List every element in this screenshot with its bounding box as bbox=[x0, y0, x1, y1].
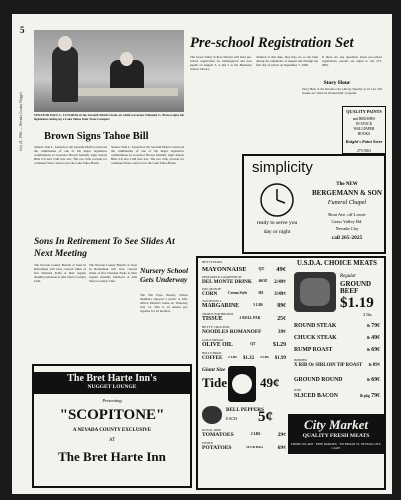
ad-city-market bbox=[196, 256, 386, 490]
ad-scopitone: "SCOPITONE" bbox=[59, 407, 165, 423]
ad-the-new: The NEW bbox=[336, 182, 358, 187]
article-brown-col2: Senator Paul L. Lunardi of the Seventh District observed the culmination of one of his major legislative contributions as Governor Brown formally signs Senate Bills 6-8 and 1148 into law. The two bills provide for continued State control over the Lake Tahoe Basin. bbox=[111, 146, 184, 165]
grocery-delmonte-sub: DEL MONTE bbox=[202, 288, 222, 291]
article-nursery: The Taft Pope Nursery School members enjoyed a picnic at Mrs. Alfred Mellon's home on Thursday, July 14. This is an annual get-together for all mothers. bbox=[140, 294, 188, 313]
ad-at: AT bbox=[108, 438, 116, 443]
ad-simplicity: simplicity bbox=[252, 159, 313, 176]
grocery-usda: U.S.D.A. CHOICE MEATS bbox=[297, 260, 377, 267]
photo-head-seated bbox=[120, 52, 133, 66]
article-preschool-col1: The Grass Valley School District will hold pre-school registration for kindergarten and new pupils on August 3, 4 and 5 at the Hennessy School Library. bbox=[190, 56, 252, 71]
city-market-banner bbox=[288, 414, 384, 454]
tide-bullseye-icon bbox=[232, 374, 252, 394]
grocery-gb-qty: 3 lbs bbox=[363, 312, 372, 317]
ad-address1: Boat Ave. off Lower bbox=[328, 212, 366, 217]
page-number: 5 bbox=[20, 25, 25, 35]
grocery-pineapple: PINEAPPLE-GRAPEFRUIT bbox=[202, 276, 242, 279]
photo-figure-standing bbox=[52, 46, 78, 102]
grocery-potatoes: POTATOES 10 LB BAG 69¢ bbox=[202, 445, 286, 451]
grocery-margarine: MARGARINE 5 LBS 89¢ bbox=[202, 303, 286, 309]
city-market-tag: QUALITY FRESH MEATS bbox=[302, 433, 370, 439]
grocery-delmonte: DEL MONTE DRINK 46OZ 2/49¢ bbox=[202, 279, 286, 285]
grocery-noodles: NOODLES ROMANOFF 39¢ bbox=[202, 329, 286, 335]
headline-brown-signs: Brown Signs Tahoe Bill bbox=[44, 131, 149, 142]
grocery-tide-price: 49¢ bbox=[260, 375, 280, 390]
ad-paint-line3: WALLPAPER bbox=[353, 127, 375, 131]
ad-bret-harte-title: The Bret Harte Inn's bbox=[67, 373, 157, 384]
ad-presenting: Presenting bbox=[102, 398, 122, 403]
ad-paint-line1: and BRUSHES bbox=[352, 117, 376, 121]
ad-bergemann-funeral bbox=[242, 154, 386, 254]
ad-ready-serve: ready to serve you bbox=[256, 220, 298, 226]
ad-venue: The Bret Harte Inn bbox=[58, 449, 166, 464]
article-sons-col1: The Nevada County Branch of Sons In Retirement will view colored slides of five National Parks at their regular monthly luncheon at Alta Sierra Country Club. bbox=[34, 264, 86, 283]
grocery-corn: CORN Cream Style 303 3/49¢ bbox=[202, 291, 286, 297]
headline-sons-retirement: Sons In Retirement To See Slides At Next Meeting bbox=[34, 237, 175, 259]
grocery-tastewell: TASTEWELL bbox=[202, 300, 222, 303]
ad-paint-line2: IN STOCK bbox=[355, 122, 373, 126]
grocery-olive: OLIVE OIL QT $1.29 bbox=[202, 342, 286, 348]
ad-bret-harte bbox=[32, 364, 192, 488]
ground-beef-photo bbox=[294, 272, 336, 312]
grocery-tissue: TISSUE 2 ROLL PAK 25¢ bbox=[202, 316, 286, 322]
article-preschool-col3: If there are any questions about pre-school registration, parents are urged to call 273-6801. bbox=[322, 56, 382, 67]
grocery-krey: Krey bbox=[294, 389, 302, 392]
ad-bret-harte-subtitle: NUGGET LOUNGE bbox=[87, 384, 137, 390]
grocery-tomatoes: TOMATOES 2 LBS 29¢ bbox=[202, 432, 286, 438]
ad-paint-store: Knight's Paint Store bbox=[345, 139, 383, 144]
bell-pepper-icon bbox=[202, 406, 222, 424]
ad-bret-harte-banner bbox=[34, 372, 190, 394]
ground-beef-pile bbox=[300, 278, 330, 306]
grocery-white: WHITE bbox=[202, 442, 213, 445]
grocery-giant-size: Giant Size bbox=[202, 367, 226, 373]
photo-governor-signing bbox=[34, 30, 184, 112]
ad-address2: Grass Valley Rd. bbox=[331, 219, 363, 224]
story-hour-body: Story Hour at the Nevada City Library Tuesday at 10 a.m. will feature an "Alice in Wonderland" program. bbox=[302, 88, 382, 95]
grocery-tissue-brand: TRIPLE BATHROOM bbox=[202, 313, 234, 316]
clock-icon bbox=[254, 182, 300, 218]
city-market-address: PHONE 265-4285 · FREE PARKING · 305 BROAD ST. NEVADA CITY, CALIF. bbox=[291, 442, 381, 450]
article-preschool-col2: children at that time, they may do so any time during the remainder of August and through the first day of school on September 7, 1966. bbox=[256, 56, 318, 67]
grocery-gb-price: $1.19 bbox=[340, 295, 374, 311]
ad-quality-paints bbox=[342, 106, 386, 154]
ad-chapel: Funeral Chapel bbox=[327, 200, 367, 206]
side-masthead: July 21, 1966 — Nevada County Nugget bbox=[19, 92, 23, 151]
meat-round-steak: ROUND STEAK lb 79¢ bbox=[294, 323, 380, 329]
photo-head-standing bbox=[58, 36, 72, 51]
grocery-royal-ripe: ROYAL RIPE bbox=[202, 429, 222, 432]
meat-rib-roast: X RIB Or SIRLOIN TIP ROAST lb 89¢ bbox=[294, 363, 380, 368]
newspaper-page bbox=[12, 14, 392, 494]
grocery-noodles-brand: BETTY CROCKER bbox=[202, 326, 230, 329]
grocery-coffee: COFFEE 2 LBS $1.32 3 LBS $1.99 bbox=[202, 355, 286, 361]
grocery-regular: Regular bbox=[340, 274, 357, 279]
photo-desk bbox=[78, 88, 178, 96]
ad-paint-title: QUALITY PAINTS bbox=[346, 109, 382, 114]
headline-preschool: Pre-school Registration Set bbox=[190, 35, 354, 51]
tide-box-icon bbox=[228, 366, 256, 402]
meat-rump-roast: RUMP ROAST lb 69¢ bbox=[294, 347, 380, 353]
meat-ground-round: GROUND ROUND lb 69¢ bbox=[294, 377, 380, 383]
ad-day-night: day or night bbox=[263, 229, 291, 235]
grocery-olive-brand: GOLD MEDAL bbox=[202, 339, 225, 342]
article-brown-col1: Senator Paul L. Lunardi of the Seventh District observed the culmination of one of his major legislative contributions as Governor Brown formally signs Senate Bills 6-8 and 1148 into law. The two bills provide for continued State control over the Lake Tahoe Basin. bbox=[34, 146, 107, 165]
meat-sliced-bacon: SLICED BACON lb pkg 79¢ bbox=[294, 393, 380, 399]
ad-exclusive: A NEVADA COUNTY EXCLUSIVE bbox=[72, 428, 152, 433]
headline-nursery: Nursery School Gets Underway bbox=[140, 266, 189, 284]
grocery-best-foods: BEST FOODS bbox=[202, 261, 223, 264]
story-hour-heading: Story Hour bbox=[323, 80, 351, 86]
meat-chuck-steak: CHUCK STEAK lb 49¢ bbox=[294, 335, 380, 341]
grocery-ground-beef: GROUND BEEF bbox=[340, 280, 372, 295]
ad-paint-line4: BOOKS bbox=[357, 132, 371, 136]
ad-bergemann-name: BERGEMANN & SON bbox=[311, 189, 382, 197]
grocery-coffee-brand: HILLS BROS. bbox=[202, 352, 223, 355]
grocery-bell-peppers: BELL PEPPERS bbox=[226, 407, 264, 413]
grocery-each: EACH bbox=[226, 416, 237, 421]
grocery-bell-price: 5¢ bbox=[258, 409, 273, 425]
grocery-tide-label: Tide bbox=[202, 375, 228, 390]
ad-paint-phone: 273-3563 bbox=[357, 149, 371, 153]
city-market-logo: City Market bbox=[304, 417, 368, 432]
grocery-mayo: MAYONNAISE QT 49¢ bbox=[202, 266, 286, 273]
ad-city: Nevada City bbox=[335, 226, 359, 231]
photo-caption: SENATOR PAUL L. LUNARDI of the Seventh District looks on while Governor Edmund G. Brown signs his legislation setting up a Lake Tahoe Inter State Compact bbox=[34, 114, 184, 121]
article-sons-col2: The Nevada County Branch of Sons In Retirement will view colored slides of five National Parks at their regular monthly luncheon at Alta Sierra Country Club. bbox=[89, 264, 137, 283]
grocery-boneless: Boneless bbox=[294, 359, 307, 362]
ad-call: call 265-2025 bbox=[331, 235, 363, 241]
